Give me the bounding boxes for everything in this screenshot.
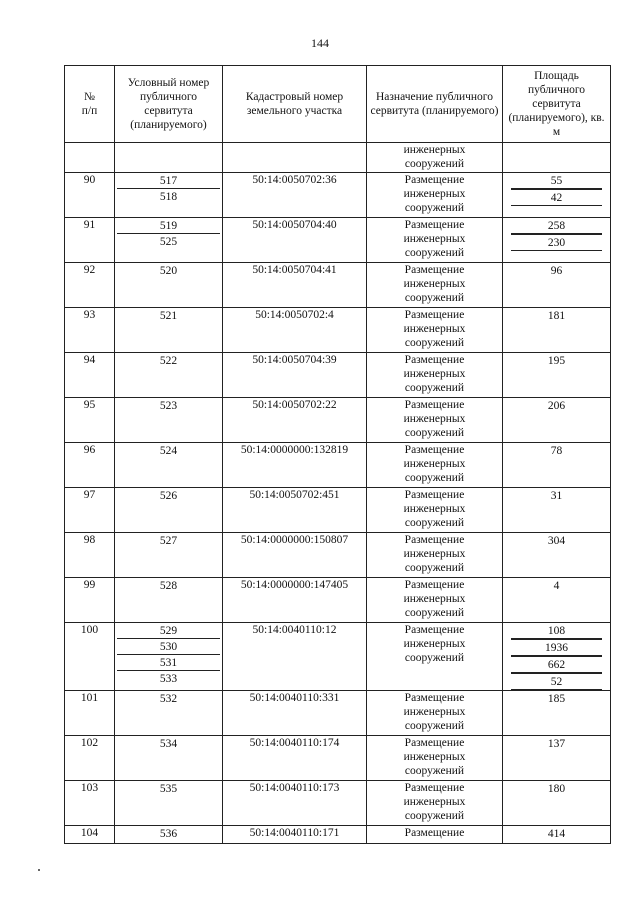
code-value: 520	[159, 265, 178, 277]
code-value: 527	[159, 535, 178, 547]
cadastral-cell: 50:14:0040110:171	[223, 826, 367, 844]
area-cell	[503, 578, 611, 623]
table-row	[65, 263, 611, 308]
code-cell	[115, 533, 223, 578]
row-number-cell: 99	[65, 578, 115, 623]
code-cell	[115, 691, 223, 736]
code-value: 521	[159, 310, 178, 322]
page-number: 144	[311, 36, 329, 50]
code-value: 523	[159, 400, 178, 412]
area-value: 42	[511, 189, 602, 206]
servitude-table	[64, 65, 611, 844]
cadastral-cell: 50:14:0050702:22	[223, 398, 367, 443]
cadastral-cell: 50:14:0040110:173	[223, 781, 367, 826]
code-value: 533	[117, 670, 220, 686]
area-value: 304	[547, 535, 566, 547]
area-cell	[503, 826, 611, 844]
purpose-cell: Размещение инженерных сооружений	[367, 488, 503, 533]
area-cell	[503, 691, 611, 736]
table-row	[65, 578, 611, 623]
area-cell	[503, 218, 611, 263]
row-number-cell: 96	[65, 443, 115, 488]
area-cell	[503, 308, 611, 353]
code-value: 525	[117, 233, 220, 249]
area-cell	[503, 263, 611, 308]
area-value: 230	[511, 234, 602, 251]
code-cell	[115, 578, 223, 623]
purpose-cell: Размещение инженерных сооружений	[367, 578, 503, 623]
table-row	[65, 218, 611, 263]
area-value: 180	[547, 783, 566, 795]
code-cell	[115, 826, 223, 844]
cadastral-cell: 50:14:0050704:40	[223, 218, 367, 263]
code-cell	[115, 781, 223, 826]
code-cell	[115, 398, 223, 443]
area-cell	[503, 443, 611, 488]
row-number-cell: 103	[65, 781, 115, 826]
purpose-cell: Размещение инженерных сооружений	[367, 308, 503, 353]
table-row	[65, 398, 611, 443]
table-row	[65, 173, 611, 218]
cadastral-cell: 50:14:0000000:132819	[223, 443, 367, 488]
code-cell	[115, 488, 223, 533]
area-value: 195	[547, 355, 566, 367]
table-row	[65, 781, 611, 826]
area-value: 181	[547, 310, 566, 322]
code-cell	[115, 623, 223, 691]
purpose-cell: Размещение инженерных сооружений	[367, 263, 503, 308]
cadastral-cell: 50:14:0050704:39	[223, 353, 367, 398]
area-value: 96	[550, 265, 563, 277]
code-value: 518	[117, 188, 220, 204]
cadastral-cell: 50:14:0050702:451	[223, 488, 367, 533]
row-number-cell: 102	[65, 736, 115, 781]
area-value: 185	[547, 693, 566, 705]
code-value: 519	[159, 220, 178, 232]
row-number-cell: 97	[65, 488, 115, 533]
area-cell	[503, 398, 611, 443]
area-cell	[503, 173, 611, 218]
purpose-cell: Размещение инженерных сооружений	[367, 781, 503, 826]
table-row	[65, 488, 611, 533]
header-area: Площадь публичного сервитута (планируемого), кв. м	[503, 66, 611, 143]
code-value: 530	[117, 638, 220, 654]
area-cell	[503, 623, 611, 691]
purpose-cell: Размещение инженерных сооружений	[367, 623, 503, 691]
table-row	[65, 736, 611, 781]
cadastral-cell: 50:14:0050704:41	[223, 263, 367, 308]
code-value: 534	[159, 738, 178, 750]
row-number-cell: 94	[65, 353, 115, 398]
area-value: 78	[550, 445, 563, 457]
row-number-cell: 92	[65, 263, 115, 308]
purpose-cell: Размещение инженерных сооружений	[367, 218, 503, 263]
purpose-cell: Размещение инженерных сооружений	[367, 353, 503, 398]
code-cell	[115, 443, 223, 488]
area-cell	[503, 353, 611, 398]
area-value: 662	[511, 656, 602, 673]
cadastral-cell: 50:14:0040110:174	[223, 736, 367, 781]
code-cell	[115, 218, 223, 263]
header-code: Условный номер публичного сервитута (планируемого)	[115, 66, 223, 143]
cadastral-cell: 50:14:0050702:36	[223, 173, 367, 218]
code-cell	[115, 353, 223, 398]
cadastral-cell: 50:14:0000000:147405	[223, 578, 367, 623]
header-cadastral: Кадастровый номер земельного участка	[223, 66, 367, 143]
area-value: 4	[553, 580, 560, 592]
scan-speck	[38, 869, 40, 871]
table-row	[65, 353, 611, 398]
code-value: 517	[159, 175, 178, 187]
code-value: 535	[159, 783, 178, 795]
table-row	[65, 826, 611, 844]
code-value: 524	[159, 445, 178, 457]
area-value: 55	[511, 173, 602, 189]
area-value: 206	[547, 400, 566, 412]
row-number-cell: 95	[65, 398, 115, 443]
purpose-cell: Размещение инженерных сооружений	[367, 443, 503, 488]
row-number-cell: 101	[65, 691, 115, 736]
table-row	[65, 308, 611, 353]
purpose-cell: Размещение	[367, 826, 503, 844]
purpose-cell: Размещение инженерных сооружений	[367, 533, 503, 578]
code-value: 522	[159, 355, 178, 367]
area-cell	[503, 488, 611, 533]
code-value: 536	[159, 828, 178, 840]
purpose-cell: Размещение инженерных сооружений	[367, 736, 503, 781]
table-body	[65, 143, 611, 844]
purpose-cell: Размещение инженерных сооружений	[367, 398, 503, 443]
cadastral-cell: 50:14:0040110:12	[223, 623, 367, 691]
row-number-cell: 100	[65, 623, 115, 691]
area-value: 31	[550, 490, 563, 502]
table-header	[65, 66, 611, 143]
row-number-cell: 91	[65, 218, 115, 263]
purpose-cell: Размещение инженерных сооружений	[367, 173, 503, 218]
area-cell	[503, 736, 611, 781]
table-row	[65, 533, 611, 578]
purpose-cell: Размещение инженерных сооружений	[367, 691, 503, 736]
area-value: 108	[511, 623, 602, 639]
cadastral-cell: 50:14:0040110:331	[223, 691, 367, 736]
header-purpose: Назначение публичного сервитута (планируемого)	[367, 66, 503, 143]
table-row	[65, 691, 611, 736]
code-cell	[115, 308, 223, 353]
code-cell	[115, 173, 223, 218]
area-value: 1936	[511, 639, 602, 656]
area-value: 137	[547, 738, 566, 750]
purpose-cell: инженерных сооружений	[367, 143, 503, 173]
area-value: 258	[511, 218, 602, 234]
table-row	[65, 623, 611, 691]
area-cell	[503, 533, 611, 578]
cadastral-cell: 50:14:0000000:150807	[223, 533, 367, 578]
row-number-cell: 104	[65, 826, 115, 844]
row-number-cell: 98	[65, 533, 115, 578]
table-row-continuation	[65, 143, 611, 173]
area-cell	[503, 781, 611, 826]
area-value: 52	[511, 673, 602, 690]
table-row	[65, 443, 611, 488]
code-value: 526	[159, 490, 178, 502]
header-num: № п/п	[65, 66, 115, 143]
area-value: 414	[547, 828, 566, 840]
code-value: 529	[159, 625, 178, 637]
code-value: 531	[117, 654, 220, 670]
row-number-cell: 90	[65, 173, 115, 218]
code-value: 528	[159, 580, 178, 592]
code-cell	[115, 736, 223, 781]
code-value: 532	[159, 693, 178, 705]
cadastral-cell: 50:14:0050702:4	[223, 308, 367, 353]
code-cell	[115, 263, 223, 308]
row-number-cell: 93	[65, 308, 115, 353]
